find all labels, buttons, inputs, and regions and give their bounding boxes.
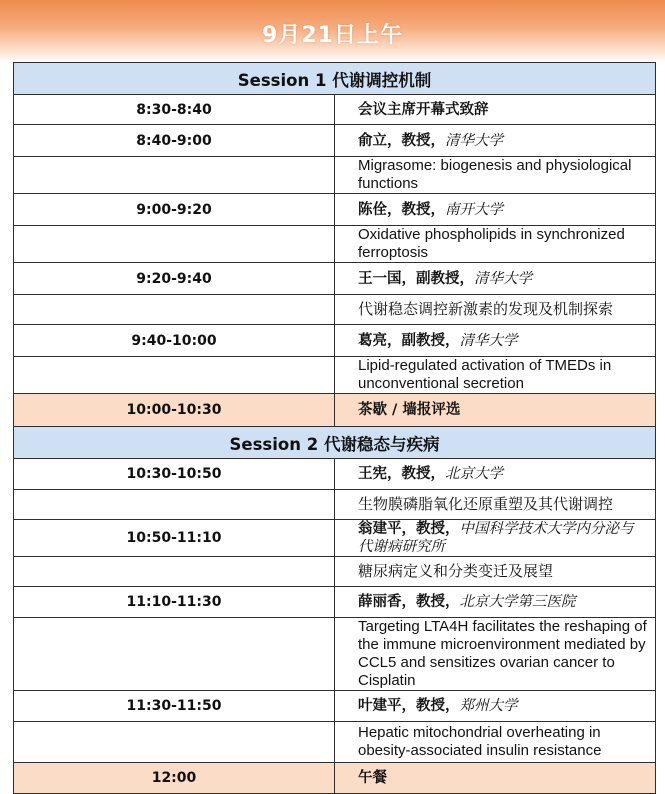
- agenda-row: [14, 95, 656, 125]
- talk-title: [335, 226, 656, 263]
- time-slot: 11:30-11:50: [14, 691, 335, 722]
- speaker-cell: [335, 459, 656, 490]
- agenda-row: [14, 325, 656, 357]
- time-slot: 10:50-11:10: [14, 520, 335, 557]
- talk-title: [335, 157, 656, 194]
- speaker-cell: [335, 520, 656, 557]
- session-header: [14, 63, 656, 95]
- talk-title-text: 生物膜磷脂氧化还原重塑及其代谢调控: [358, 495, 614, 513]
- session-title: Session 2 代谢稳态与疾病: [14, 427, 656, 459]
- empty-time: [14, 557, 335, 587]
- time-slot: 9:20-9:40: [14, 263, 335, 295]
- time-slot: 9:40-10:00: [14, 325, 335, 357]
- empty-time: [14, 618, 335, 691]
- break-time: 12:00: [14, 763, 335, 794]
- speaker-affiliation: 清华大学: [445, 132, 503, 149]
- talk-title-text: Hepatic mitochondrial overheating in obesity-associated insulin resistance: [358, 724, 602, 759]
- talk-title-text: Lipid-regulated activation of TMEDs in unconventional secretion: [358, 357, 612, 392]
- talk-row: [14, 557, 656, 587]
- session-header: [14, 427, 656, 459]
- speaker-cell: [335, 194, 656, 226]
- agenda-row: [14, 691, 656, 722]
- talk-title: [335, 490, 656, 520]
- talk-title-text: 糖尿病定义和分类变迁及展望: [358, 562, 554, 580]
- speaker-affiliation: 郑州大学: [459, 698, 518, 714]
- agenda-row: [14, 587, 656, 618]
- empty-time: [14, 722, 335, 763]
- break-row: [14, 394, 656, 427]
- talk-title-text: Migrasome: biogenesis and physiological functions: [358, 157, 632, 192]
- speaker-affiliation: 南开大学: [445, 201, 503, 218]
- talk-title: [335, 295, 656, 325]
- speaker-role: ，教授，: [401, 594, 460, 610]
- empty-time: [14, 490, 335, 520]
- empty-time: [14, 295, 335, 325]
- talk-row: [14, 295, 656, 325]
- speaker-affiliation: 北京大学第三医院: [459, 594, 576, 610]
- break-label: 茶歇 / 墙报评选: [335, 394, 656, 427]
- speaker-role: ，教授，: [387, 466, 445, 482]
- break-time: 10:00-10:30: [14, 394, 335, 427]
- speaker-role: ，副教授，: [401, 270, 474, 287]
- speaker-affiliation: 中国科学技术大学内分泌与代谢病研究所: [358, 521, 634, 555]
- speaker-cell: [335, 325, 656, 357]
- empty-time: [14, 357, 335, 394]
- time-slot: 10:30-10:50: [14, 459, 335, 490]
- speaker-name: 王一国: [358, 270, 402, 287]
- speaker-role: ，教授，: [387, 132, 445, 149]
- speaker-cell: [335, 691, 656, 722]
- agenda-row: [14, 194, 656, 226]
- talk-row: [14, 226, 656, 263]
- speaker-role: ，教授，: [387, 201, 445, 218]
- speaker-name: 会议主席开幕式致辞: [358, 101, 489, 118]
- speaker-affiliation: 清华大学: [474, 270, 532, 287]
- talk-title: [335, 557, 656, 587]
- agenda-row: [14, 459, 656, 490]
- date-banner: [0, 0, 665, 62]
- speaker-name: 葛亮: [358, 332, 387, 349]
- talk-title-text: Oxidative phospholipids in synchronized ferroptosis: [358, 226, 625, 261]
- time-slot: 11:10-11:30: [14, 587, 335, 618]
- talk-title: [335, 618, 656, 691]
- session-title: Session 1 代谢调控机制: [14, 63, 656, 95]
- speaker-cell: [335, 263, 656, 295]
- speaker-affiliation: 清华大学: [459, 332, 518, 349]
- empty-time: [14, 226, 335, 263]
- break-label: 午餐: [335, 763, 656, 794]
- speaker-role: ，教授，: [401, 698, 460, 714]
- speaker-name: 叶建平: [358, 698, 402, 714]
- speaker-cell: [335, 95, 656, 125]
- talk-title-text: 代谢稳态调控新激素的发现及机制探索: [358, 300, 614, 318]
- banner-title: 9月21日上午: [262, 23, 403, 48]
- agenda-row: [14, 125, 656, 157]
- break-row: [14, 763, 656, 794]
- talk-row: [14, 722, 656, 763]
- talk-title: [335, 722, 656, 763]
- talk-row: [14, 157, 656, 194]
- time-slot: 9:00-9:20: [14, 194, 335, 226]
- speaker-cell: [335, 125, 656, 157]
- talk-title: [335, 357, 656, 394]
- speaker-name: 陈佺: [358, 201, 387, 218]
- empty-time: [14, 157, 335, 194]
- speaker-affiliation: 北京大学: [445, 466, 503, 482]
- talk-row: [14, 490, 656, 520]
- speaker-name: 俞立: [358, 132, 387, 149]
- talk-row: [14, 357, 656, 394]
- speaker-name: 薛丽香: [358, 594, 402, 610]
- speaker-role: ，教授，: [401, 521, 460, 537]
- speaker-name: 翁建平: [358, 521, 402, 537]
- talk-title-text: Targeting LTA4H facilitates the reshaping of the immune microenvironment mediated by CCL5 and sensitizes ovarian cancer to Cisplatin: [358, 618, 647, 689]
- agenda-table: [13, 62, 656, 794]
- speaker-cell: [335, 587, 656, 618]
- speaker-name: 王宪: [358, 466, 387, 482]
- agenda-row: [14, 263, 656, 295]
- agenda-row: [14, 520, 656, 557]
- time-slot: 8:30-8:40: [14, 95, 335, 125]
- speaker-role: ，副教授，: [387, 332, 460, 349]
- talk-row: [14, 618, 656, 691]
- time-slot: 8:40-9:00: [14, 125, 335, 157]
